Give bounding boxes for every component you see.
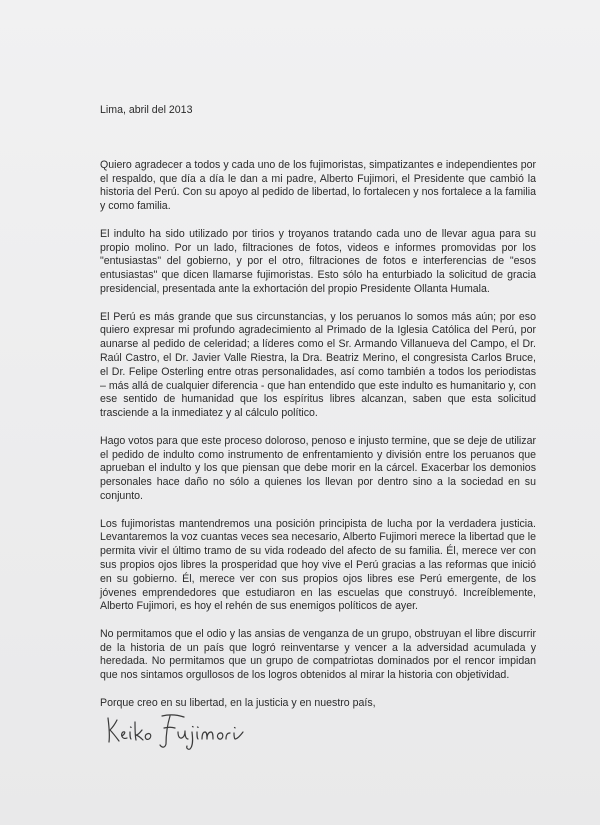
paragraph-5: Los fujimoristas mantendremos una posición principista de lucha por la verdadera justicia. Levantaremos la voz cuantas veces sea necesario, Alberto Fujimori merece la libertad que le permita vivir el último tramo de su vida rodeado del afecto de su familia. Él, merece ver con sus propios ojos libres la prosperidad que hoy vive el Perú gracias a las reformas que inició en su gobierno. Él, merece ver con sus propios ojos libres ese Perú emergente, de los jóvenes emprendedores que estudiaron en las escuelas que construyó. Increíblemente, Alberto Fujimori, es hoy el rehén de sus enemigos políticos de ayer. [100,517,536,613]
paragraph-4: Hago votos para que este proceso doloroso, penoso e injusto termine, que se deje de utilizar el pedido de indulto como instrumento de enfrentamiento y división entre los peruanos que aprueban el indulto y los que piensan que debe morir en la cárcel. Exacerbar los demonios personales hace daño no sólo a quienes los llevan por dentro sino a la sociedad en su conjunto. [100,434,536,502]
paragraph-6: No permitamos que el odio y las ansias de venganza de un grupo, obstruyan el libre discurrir de la historia de un país que logró reinventarse y vencer a la adversidad acumulada y heredada. No permitamos que un grupo de compatriotas dominados por el rencor impidan que nos sintamos orgullosos de los logros obtenidos al mirar la historia con objetividad. [100,627,536,682]
closing-line: Porque creo en su libertad, en la justicia y en nuestro país, [100,696,376,709]
paragraph-1: Quiero agradecer a todos y cada uno de los fujimoristas, simpatizantes e independientes por el respaldo, que día a día le dan a mi padre, Alberto Fujimori, el Presidente que cambió la historia del Perú. Con su apoyo al pedido de libertad, lo fortalecen y nos fortalece a la familia y como familia. [100,158,536,213]
letter-body [100,104,536,711]
paragraph-2: El indulto ha sido utilizado por tirios y troyanos tratando cada uno de llevar agua para su propio molino. Por un lado, filtraciones de fotos, videos e informes promovidas por los "entusiastas" del gobierno, y por el otro, filtraciones de fotos e interferencias de "esos entusiastas" que dicen llamarse fujimoristas. Esto sólo ha enturbiado la solicitud de gracia presidencial, presentada ante la exhortación del propio Presidente Ollanta Humala. [100,227,536,295]
letter-date: Lima, abril del 2013 [100,104,193,116]
paragraph-3: El Perú es más grande que sus circunstancias, y los peruanos lo somos más aún; por eso quiero expresar mi profundo agradecimiento al Primado de la Iglesia Católica del Perú, por aunarse al pedido de celeridad; a líderes como el Sr. Armando Villanueva del Campo, el Dr. Raúl Castro, el Dr. Javier Valle Riestra, la Dra. Beatriz Merino, el congresista Carlos Bruce, el Dr. Felipe Osterling entre otras personalidades, así como también a todos los periodistas – más allá de cualquier diferencia - que han entendido que este indulto es humanitario y, con ese sentido de humanidad que los espíritus libres alcanzan, saben que esta solicitud trasciende a la inmediatez y al cálculo político. [100,310,536,420]
handwritten-signature [104,708,264,752]
signature-icon [104,708,264,752]
